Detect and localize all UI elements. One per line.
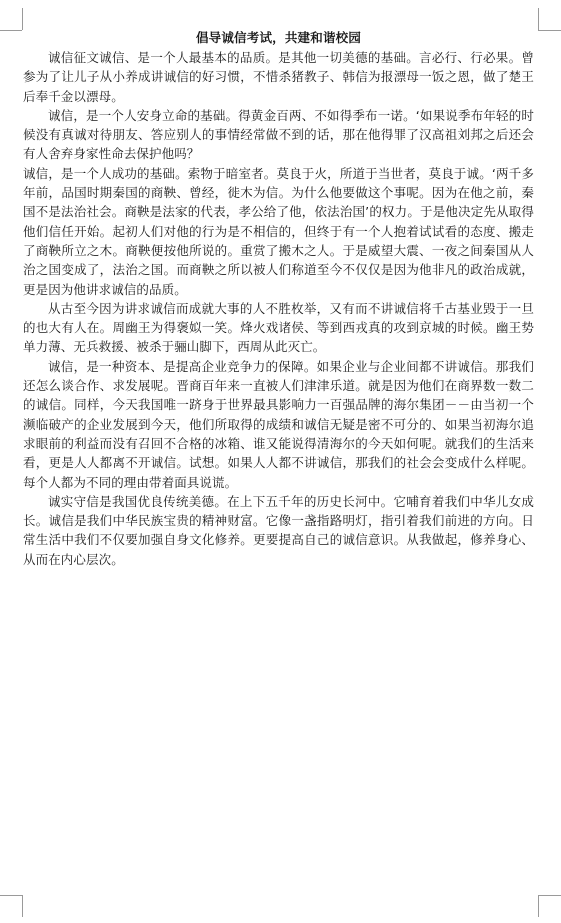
paragraph: 诚信，是一个人成功的基础。索物于暗室者。莫良于火，所道于当世者，莫良于诚。‘两千多年前，品国时期秦国的商鞅、曾经，徙木为信。为什么他要做这个事呢。因为在他之前，秦国不是法治社会。商鞅是法家的代表，孝公给了他，依法治国’的权力。于是他决定先从取得他们信任开始。起初人们对他的行为是不相信的，但终于有一个人抱着试试看的态度、搬走了商鞅所立之木。商鞅便按他所说的。重赏了搬木之人。于是威望大震、一夜之间秦国从人治之国变成了，法治之国。而商鞅之所以被人们称道至今不仅仅是因为他非凡的政治成就，更是因为他讲求诚信的品质。 xyxy=(23,165,534,297)
crop-mark-top-right xyxy=(538,30,561,31)
paragraph: 从古至今因为讲求诚信而成就大事的人不胜枚举，又有而不讲诚信将千古基业毁于一旦的也大有人在。周幽王为得褒姒一笑。烽火戏诸侯、等到西戎真的攻到京城的时候。幽王势单力薄、无兵救援、被杀于骊山脚下，西周从此灭亡。 xyxy=(23,300,534,355)
crop-mark-bottom-left xyxy=(22,895,23,917)
crop-mark-bottom-right xyxy=(538,895,539,917)
crop-mark-top-left xyxy=(22,8,23,30)
document-body xyxy=(23,28,534,569)
crop-mark-bottom-right xyxy=(538,895,561,896)
crop-mark-bottom-left xyxy=(0,895,22,896)
document-title: 倡导诚信考试，共建和谐校园 xyxy=(195,30,362,45)
paragraph: 诚信，是一个人安身立命的基础。得黄金百两、不如得季布一诺。‘如果说季布年轻的时候没有真诚对待朋友、答应别人的事情经常做不到的话，那在他得罪了汉高祖刘邦之后还会有人舍弃身家性命去保护他吗？ xyxy=(23,107,534,162)
paragraph: 诚信征文诚信、是一个人最基本的品质。是其他一切美德的基础。言必行、行必果。曾参为了让儿子从小养成讲诚信的好习惯，不惜杀猪教子、韩信为报漂母一饭之恩，做了楚王后奉千金以漂母。 xyxy=(23,50,534,104)
paragraph: 诚实守信是我国优良传统美德。在上下五千年的历史长河中。它哺育着我们中华儿女成长。诚信是我们中华民族宝贵的精神财富。它像一盏指路明灯，指引着我们前进的方向。日常生活中我们不仅要加强自身文化修养。更要提高自己的诚信意识。从我做起，修养身心、从而在内心层次。 xyxy=(23,493,534,567)
crop-mark-top-right xyxy=(538,8,539,30)
paragraph: 诚信，是一种资本、是提高企业竞争力的保障。如果企业与企业间都不讲诚信。那我们还怎么谈合作、求发展呢。晋商百年来一直被人们津津乐道。就是因为他们在商界数一数二的诚信。同样，今天我国唯一跻身于世界最具影响力一百强品牌的海尔集团－－由当初一个濒临破产的企业发展到今天，他们所取得的成绩和诚信无疑是密不可分的、如果当初海尔追求眼前的利益而没有召回不合格的冰箱、谁又能说得清海尔的今天如何呢。就我们的生活来看，更是人人都离不开诚信。试想。如果人人都不讲诚信，那我们的社会会变成什么样呢。每个人都为不同的理由带着面具说谎。 xyxy=(23,358,534,490)
crop-mark-top-left xyxy=(0,30,22,31)
